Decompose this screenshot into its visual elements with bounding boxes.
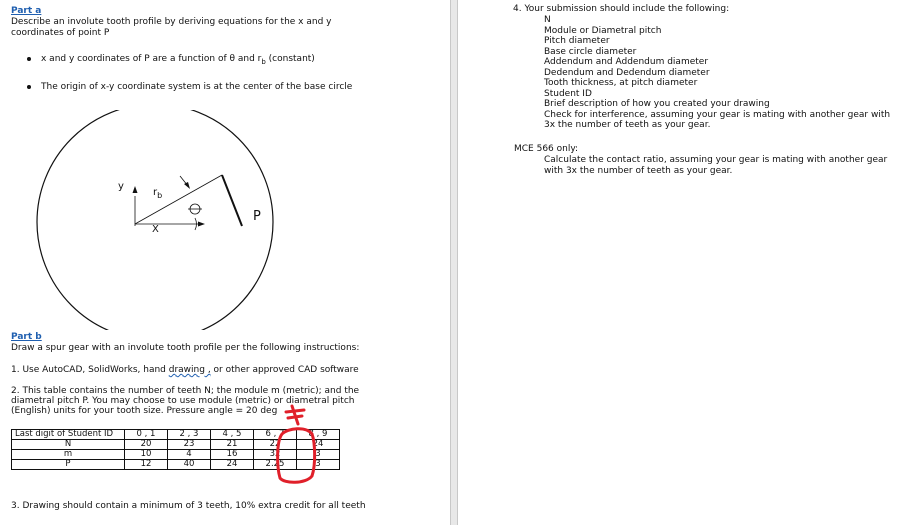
bullet-dot: [27, 85, 31, 89]
part-b-item2-line1: 2. This table contains the number of teeth N; the module m (metric); and the: [11, 386, 360, 396]
diagram-rb-label: [153, 188, 162, 201]
table-cell: P: [12, 460, 125, 470]
diagram-x-label: X: [152, 224, 159, 235]
table-cell: 10: [125, 450, 168, 460]
submission-item: Base circle diameter: [544, 46, 637, 57]
table-cell: 40: [168, 460, 211, 470]
bullet-dot: [27, 57, 31, 61]
submission-item: N: [544, 15, 551, 25]
submission-item: Pitch diameter: [544, 36, 610, 46]
base-circle: [37, 110, 273, 330]
bullet1-subscript: b: [261, 57, 266, 66]
bullet-origin: The origin of x-y coordinate system is at the center of the base circle: [41, 82, 353, 92]
table-cell: 4: [168, 450, 211, 460]
table-cell: 16: [211, 450, 254, 460]
bullet1-text: x and y coordinates of P are a function of θ and r: [41, 54, 262, 64]
part-b-heading[interactable]: Part b: [11, 332, 42, 342]
mce-line2: with 3x the number of teeth as your gear.: [544, 165, 733, 176]
table-header-cell: 2 , 3: [168, 430, 211, 440]
involute-curve: [222, 175, 242, 226]
submission-item: Student ID: [544, 88, 592, 99]
table-cell: 24: [211, 460, 254, 470]
angle-arrow-head: [184, 182, 190, 189]
right-document-page: [458, 0, 900, 525]
table-header-cell: 0 , 1: [125, 430, 168, 440]
submission-item: Module or Diametral pitch: [544, 25, 662, 36]
table-cell: 20: [125, 440, 168, 450]
part-a-intro-line1: Describe an involute tooth profile by deriving equations for the x and y: [11, 17, 332, 27]
mce-heading: MCE 566 only:: [514, 144, 579, 154]
submission-item: Tooth thickness, at pitch diameter: [544, 78, 698, 88]
submission-item: Check for interference, assuming your gear is mating with another gear with: [544, 109, 891, 120]
table-cell: 24: [297, 440, 340, 450]
bullet-theta-rb: [41, 54, 315, 67]
red-pen-scribble: [286, 406, 304, 424]
rb-b: b: [157, 191, 163, 200]
table-header-cell: 4 , 5: [211, 430, 254, 440]
table-cell: N: [12, 440, 125, 450]
submission-item: Brief description of how you created your drawing: [544, 99, 770, 109]
table-header-cell: Last digit of Student ID: [12, 430, 125, 440]
table-cell: 32: [254, 450, 297, 460]
part-b-item2-line2: diametral pitch P. You may choose to use module (metric) or diametral pitch: [11, 396, 355, 406]
part-a-intro-line2: coordinates of point P: [11, 28, 110, 38]
table-cell: 12: [125, 460, 168, 470]
part-b-intro: Draw a spur gear with an involute tooth profile per the following instructions:: [11, 343, 360, 353]
table-header-cell: 8 , 9: [297, 430, 340, 440]
table-cell: 3: [297, 460, 340, 470]
submission-heading: 4. Your submission should include the following:: [513, 4, 730, 14]
radius-line: [135, 175, 222, 224]
red-annotation: [268, 398, 328, 488]
part-b-item1: [11, 365, 359, 375]
submission-item: Addendum and Addendum diameter: [544, 57, 709, 67]
item1-drawing-link[interactable]: drawing ,: [168, 365, 211, 375]
table-cell: m: [12, 450, 125, 460]
part-a-heading[interactable]: Part a: [11, 6, 42, 16]
diagram-p-label: P: [253, 209, 261, 224]
bullet1-tail: (constant): [265, 54, 315, 64]
item1-post: or other approved CAD software: [210, 365, 359, 375]
table-cell: 3: [297, 450, 340, 460]
diagram-y-label: y: [118, 181, 124, 192]
table-cell: 23: [168, 440, 211, 450]
part-b-item3: 3. Drawing should contain a minimum of 3 teeth, 10% extra credit for all teeth: [11, 501, 366, 511]
item1-pre: 1. Use AutoCAD, SolidWorks, hand: [11, 365, 169, 375]
table-cell: 2.25: [254, 460, 297, 470]
page-gutter: [450, 0, 458, 525]
submission-item: 3x the number of teeth as your gear.: [544, 120, 711, 130]
table-cell: 22: [254, 440, 297, 450]
y-axis-arrow: [133, 186, 138, 193]
rb-r: r: [153, 187, 158, 198]
table-header-cell: 6 , 7: [254, 430, 297, 440]
mce-line1: Calculate the contact ratio, assuming your gear is mating with another gear: [544, 155, 888, 165]
submission-item: Dedendum and Dedendum diameter: [544, 67, 710, 78]
x-axis-arrow: [198, 222, 205, 227]
table-cell: 21: [211, 440, 254, 450]
part-b-item2-line3: (English) units for your tooth size. Pressure angle = 20 deg: [11, 406, 278, 416]
red-circle-mark: [278, 429, 315, 483]
